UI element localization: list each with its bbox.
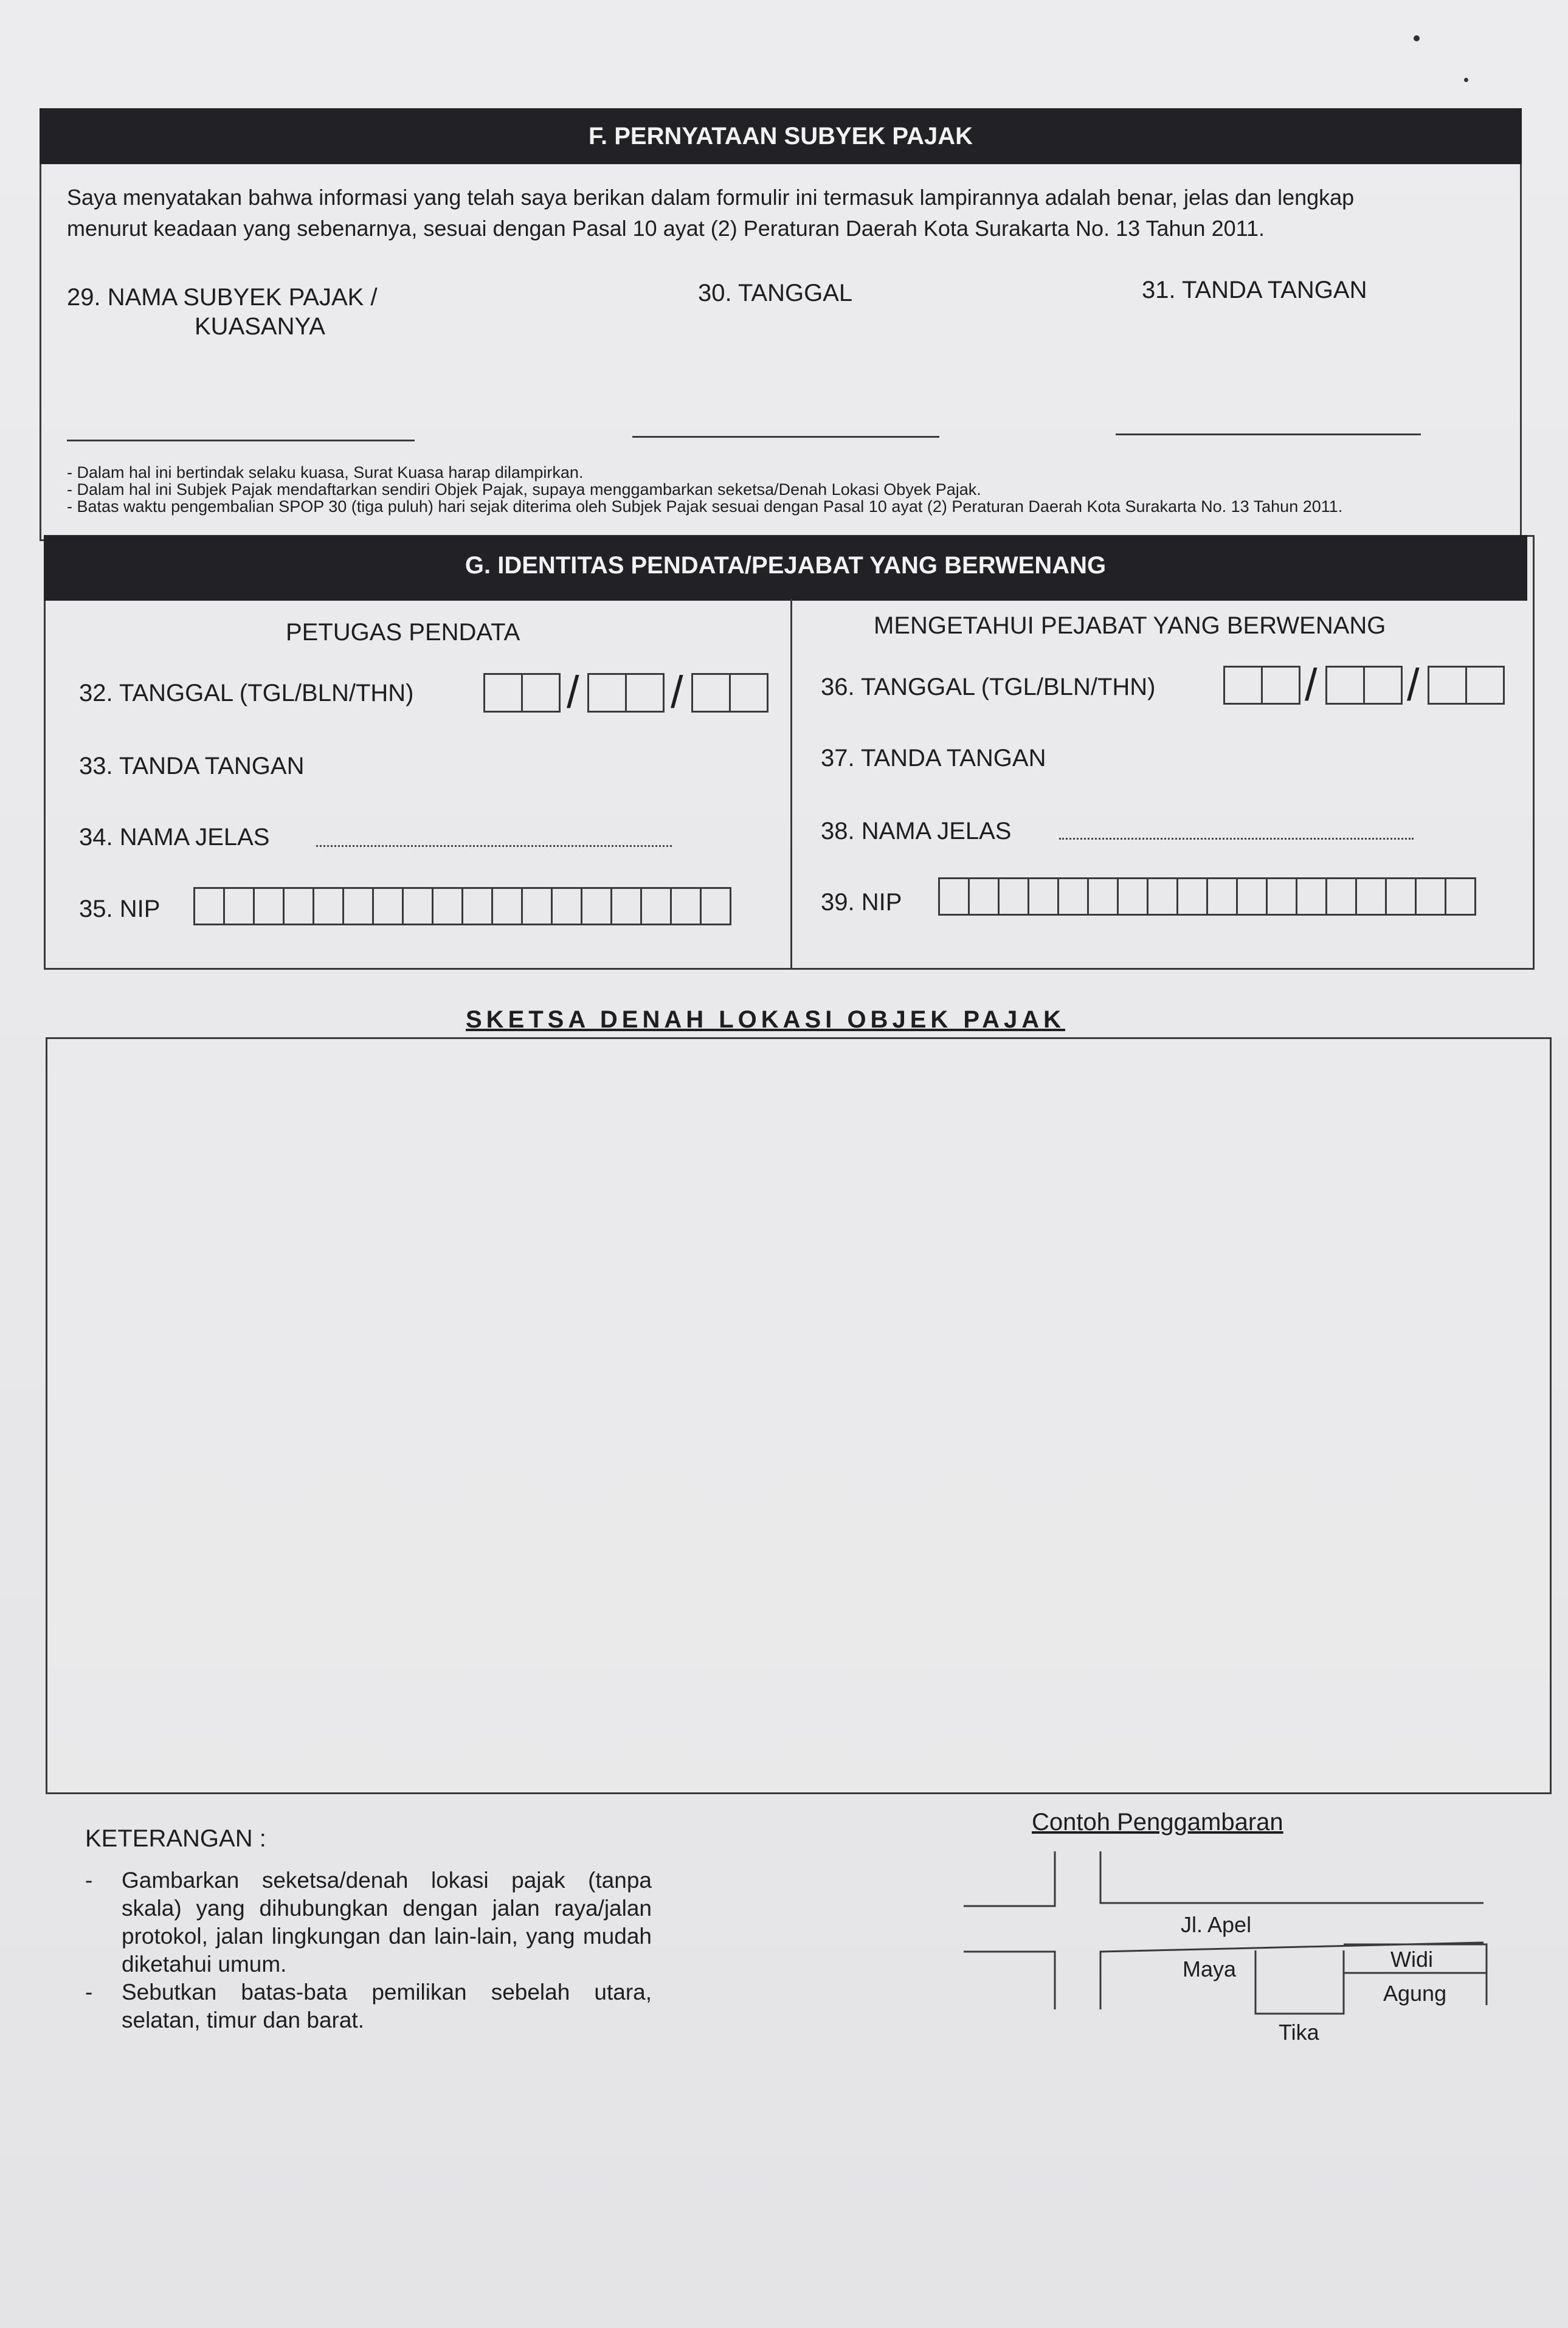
nip-digit-box[interactable]	[402, 887, 433, 925]
field-29-label-cont: KUASANYA	[195, 313, 325, 340]
street-label: Jl. Apel	[1181, 1912, 1252, 1937]
statement-line-1: Saya menyatakan bahwa informasi yang telah saya berikan dalam formulir ini termasuk lampirannya adalah benar, jelas dan lengkap	[67, 185, 1355, 210]
sketch-title: SKETSA DENAH LOKASI OBJEK PAJAK	[466, 1006, 1065, 1033]
date-line[interactable]	[632, 436, 939, 438]
field-29-label: 29. NAMA SUBYEK PAJAK /	[67, 284, 378, 311]
statement-line-2: menurut keadaan yang sebenarnya, sesuai dengan Pasal 10 ayat (2) Peraturan Daerah Kota Surakarta No. 13 Tahun 2011.	[67, 216, 1265, 241]
paper-speck	[1414, 35, 1420, 41]
field-31-label: 31. TANDA TANGAN	[1142, 277, 1367, 303]
nip-digit-box[interactable]	[1147, 877, 1178, 916]
keterangan-item	[85, 1978, 652, 2034]
lot-widi-label: Widi	[1390, 1947, 1433, 1972]
bullet-dash: -	[85, 1868, 93, 1893]
note-1: - Dalam hal ini bertindak selaku kuasa, Surat Kuasa harap dilampirkan.	[67, 463, 584, 482]
nip-digit-box[interactable]	[1027, 877, 1059, 916]
keterangan-item-text: Sebutkan batas-bata pemilikan sebelah utara, selatan, timur dan barat.	[122, 1980, 652, 2033]
field-37-label: 37. TANDA TANGAN	[821, 745, 1046, 772]
nip-digit-box[interactable]	[1236, 877, 1268, 916]
digit-box[interactable]	[1363, 666, 1403, 705]
nip-digit-box[interactable]	[1445, 877, 1476, 916]
field-30-label: 30. TANGGAL	[698, 280, 853, 306]
nip-digit-box[interactable]	[283, 887, 314, 925]
keterangan-list	[85, 1867, 652, 2034]
digit-box[interactable]	[729, 673, 768, 713]
nip-digit-box[interactable]	[461, 887, 493, 925]
field-35-label: 35. NIP	[79, 896, 161, 922]
field-36-month-boxes[interactable]	[1325, 666, 1401, 705]
example-title: Contoh Penggambaran	[1032, 1809, 1283, 1836]
field-32-day-boxes[interactable]	[483, 673, 559, 713]
nip-digit-box[interactable]	[342, 887, 374, 925]
date-slash: /	[1305, 660, 1318, 710]
digit-box[interactable]	[1223, 666, 1263, 705]
digit-box[interactable]	[1465, 666, 1505, 705]
nip-digit-box[interactable]	[223, 887, 255, 925]
lot-maya-label: Maya	[1183, 1957, 1237, 1981]
digit-box[interactable]	[691, 673, 731, 713]
nip-digit-box[interactable]	[1266, 877, 1297, 916]
nip-digit-box[interactable]	[1355, 877, 1387, 916]
field-38-input-line[interactable]	[1059, 838, 1414, 840]
nip-digit-box[interactable]	[700, 887, 731, 925]
field-32-year-boxes[interactable]	[691, 673, 767, 713]
field-39-nip-boxes[interactable]	[938, 877, 1474, 916]
nip-digit-box[interactable]	[1415, 877, 1446, 916]
field-32-month-boxes[interactable]	[587, 673, 663, 713]
section-g-divider	[790, 599, 792, 970]
field-34-input-line[interactable]	[316, 845, 672, 847]
field-34-label: 34. NAMA JELAS	[79, 824, 270, 851]
sketch-area[interactable]	[46, 1037, 1552, 1794]
field-36-label: 36. TANGGAL (TGL/BLN/THN)	[821, 674, 1156, 700]
nip-digit-box[interactable]	[491, 887, 523, 925]
paper-speck	[1464, 78, 1468, 82]
section-g-header: G. IDENTITAS PENDATA/PEJABAT YANG BERWENANG	[44, 535, 1527, 601]
nip-digit-box[interactable]	[581, 887, 612, 925]
nip-digit-box[interactable]	[521, 887, 553, 925]
pejabat-heading: MENGETAHUI PEJABAT YANG BERWENANG	[874, 612, 1386, 639]
nip-digit-box[interactable]	[670, 887, 702, 925]
keterangan-title: KETERANGAN :	[85, 1825, 266, 1852]
nip-digit-box[interactable]	[432, 887, 463, 925]
signature-line[interactable]	[1116, 433, 1421, 435]
digit-box[interactable]	[1325, 666, 1365, 705]
nip-digit-box[interactable]	[313, 887, 344, 925]
nip-digit-box[interactable]	[1176, 877, 1208, 916]
petugas-pendata-heading: PETUGAS PENDATA	[286, 619, 520, 646]
keterangan-item-text: Gambarkan seketsa/denah lokasi pajak (tanpa skala) yang dihubungkan dengan jalan raya/jalan protokol, jalan lingkungan dan lain-lain, yang mudah diketahui umum.	[122, 1868, 652, 1977]
nip-digit-box[interactable]	[1057, 877, 1089, 916]
digit-box[interactable]	[1428, 666, 1467, 705]
date-slash: /	[567, 667, 579, 717]
nip-digit-box[interactable]	[372, 887, 404, 925]
nip-digit-box[interactable]	[968, 877, 1000, 916]
road-edge	[964, 1952, 1055, 2009]
nip-digit-box[interactable]	[938, 877, 970, 916]
nip-digit-box[interactable]	[640, 887, 672, 925]
note-2: - Dalam hal ini Subjek Pajak mendaftarkan sendiri Objek Pajak, supaya menggambarkan seketsa/Denah Lokasi Obyek Pajak.	[67, 480, 981, 499]
field-32-label: 32. TANGGAL (TGL/BLN/THN)	[79, 680, 414, 706]
digit-box[interactable]	[587, 673, 627, 713]
field-36-day-boxes[interactable]	[1223, 666, 1299, 705]
road-edge	[1100, 1851, 1483, 1903]
digit-box[interactable]	[483, 673, 523, 713]
bullet-dash: -	[85, 1980, 93, 2005]
nip-digit-box[interactable]	[1296, 877, 1327, 916]
nip-digit-box[interactable]	[1385, 877, 1417, 916]
field-35-nip-boxes[interactable]	[193, 887, 730, 925]
field-36-year-boxes[interactable]	[1428, 666, 1503, 705]
digit-box[interactable]	[625, 673, 665, 713]
name-signature-line[interactable]	[67, 440, 415, 441]
nip-digit-box[interactable]	[193, 887, 225, 925]
field-39-label: 39. NIP	[821, 889, 902, 916]
nip-digit-box[interactable]	[253, 887, 285, 925]
nip-digit-box[interactable]	[610, 887, 642, 925]
nip-digit-box[interactable]	[551, 887, 582, 925]
digit-box[interactable]	[1261, 666, 1300, 705]
lot-boundary	[1255, 1950, 1344, 2014]
date-slash: /	[1407, 660, 1420, 710]
note-3: - Batas waktu pengembalian SPOP 30 (tiga puluh) hari sejak diterima oleh Subjek Pajak sesuai dengan Pasal 10 ayat (2) Peraturan Daerah Kota Surakarta No. 13 Tahun 2011.	[67, 497, 1343, 516]
lot-tika-label: Tika	[1279, 2020, 1319, 2045]
keterangan-item	[85, 1867, 652, 1978]
nip-digit-box[interactable]	[1117, 877, 1148, 916]
nip-digit-box[interactable]	[998, 877, 1029, 916]
field-38-label: 38. NAMA JELAS	[821, 818, 1012, 845]
nip-digit-box[interactable]	[1206, 877, 1238, 916]
nip-digit-box[interactable]	[1325, 877, 1357, 916]
nip-digit-box[interactable]	[1087, 877, 1119, 916]
road-edge	[964, 1851, 1055, 1906]
date-slash: /	[671, 667, 683, 717]
lot-agung-label: Agung	[1383, 1981, 1447, 2006]
digit-box[interactable]	[521, 673, 561, 713]
section-f-header: F. PERNYATAAN SUBYEK PAJAK	[40, 108, 1522, 164]
field-33-label: 33. TANDA TANGAN	[79, 753, 305, 779]
